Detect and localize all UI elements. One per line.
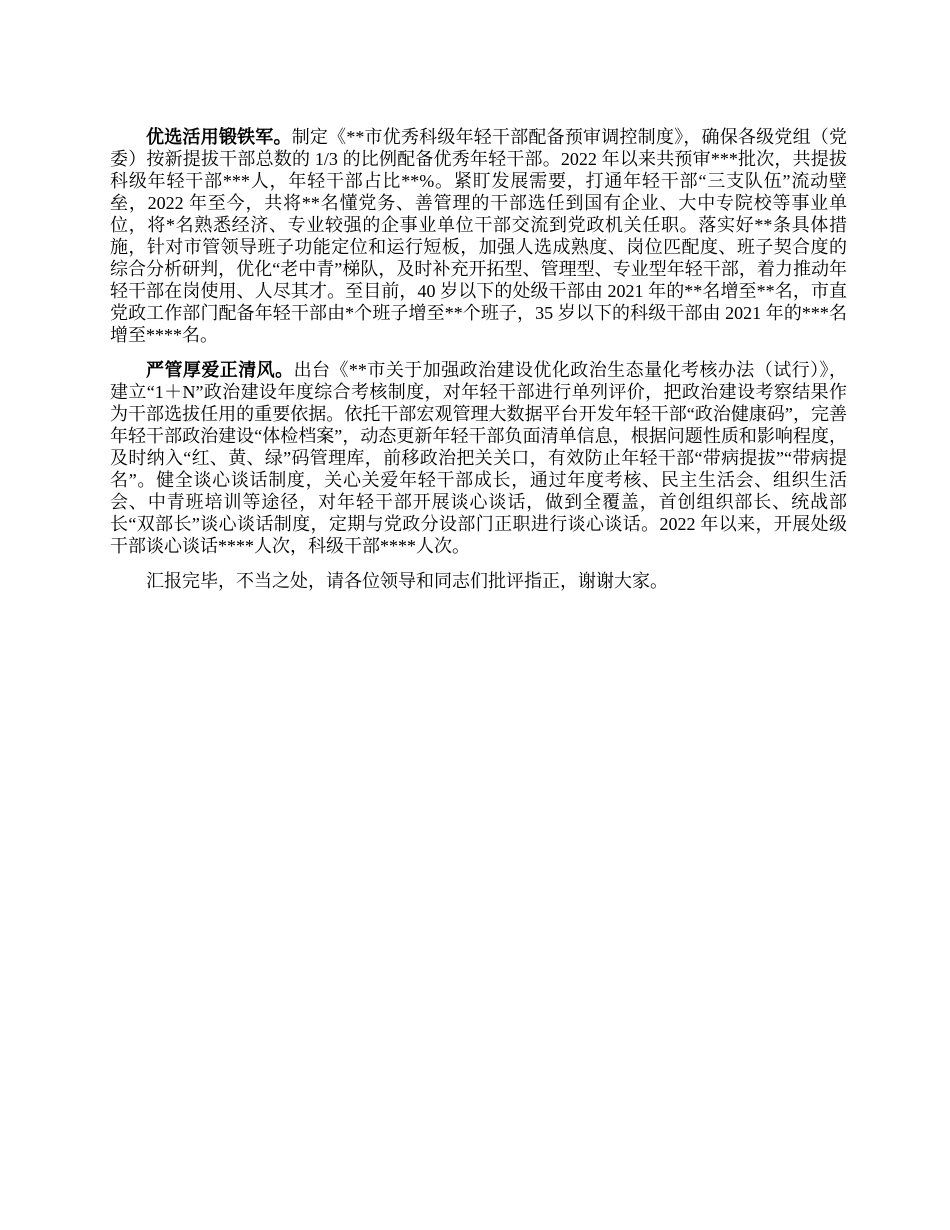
document-body (110, 126, 847, 592)
paragraph-3-body: 汇报完毕，不当之处，请各位领导和同志们批评指正，谢谢大家。 (146, 571, 668, 591)
paragraph-1-heading: 优选活用锻铁军。 (146, 127, 292, 147)
paragraph-2-heading: 严管厚爱正清风。 (146, 360, 294, 380)
paragraph-1-body: 制定《**市优秀科级年轻干部配备预审调控制度》，确保各级党组（党委）按新提拔干部总数的 1/3 的比例配备优秀年轻干部。2022 年以来共预审***批次，共提拔科级年轻干部***人，年轻干部占比**%。紧盯发展需要，打通年轻干部“三支队伍”流动壁垒，2022 年至今，共将**名懂党务、善管理的干部选任到国有企业、大中专院校等事业单位，将*名熟悉经济、专业较强的企事业单位干部交流到党政机关任职。落实好**条具体措施，针对市管领导班子功能定位和运行短板，加强人选成熟度、岗位匹配度、班子契合度的综合分析研判，优化“老中青”梯队，及时补充开拓型、管理型、专业型年轻干部，着力推动年轻干部在岗使用、人尽其才。至目前，40 岁以下的处级干部由 2021 年的**名增至**名，市直党政工作部门配备年轻干部由*个班子增至**个班子，35 岁以下的科级干部由 2021 年的***名增至****名。 (110, 127, 848, 345)
paragraph-3 (110, 570, 847, 592)
paragraph-2-body: 出台《**市关于加强政治建设优化政治生态量化考核办法（试行）》，建立“1＋N”政治建设年度综合考核制度，对年轻干部进行单列评价，把政治建设考察结果作为干部选拔任用的重要依据。依托干部宏观管理大数据平台开发年轻干部“政治健康码”，完善年轻干部政治建设“体检档案”，动态更新年轻干部负面清单信息，根据问题性质和影响程度，及时纳入“红、黄、绿”码管理库，前移政治把关关口，有效防止年轻干部“带病提拔”“带病提名”。健全谈心谈话制度，关心关爱年轻干部成长，通过年度考核、民主生活会、组织生活会、中青班培训等途径，对年轻干部开展谈心谈话，做到全覆盖，首创组织部长、统战部长“双部长”谈心谈话制度，定期与党政分设部门正职进行谈心谈话。2022 年以来，开展处级干部谈心谈话****人次，科级干部****人次。 (110, 360, 847, 556)
paragraph-2 (110, 359, 847, 557)
paragraph-1 (110, 126, 847, 346)
